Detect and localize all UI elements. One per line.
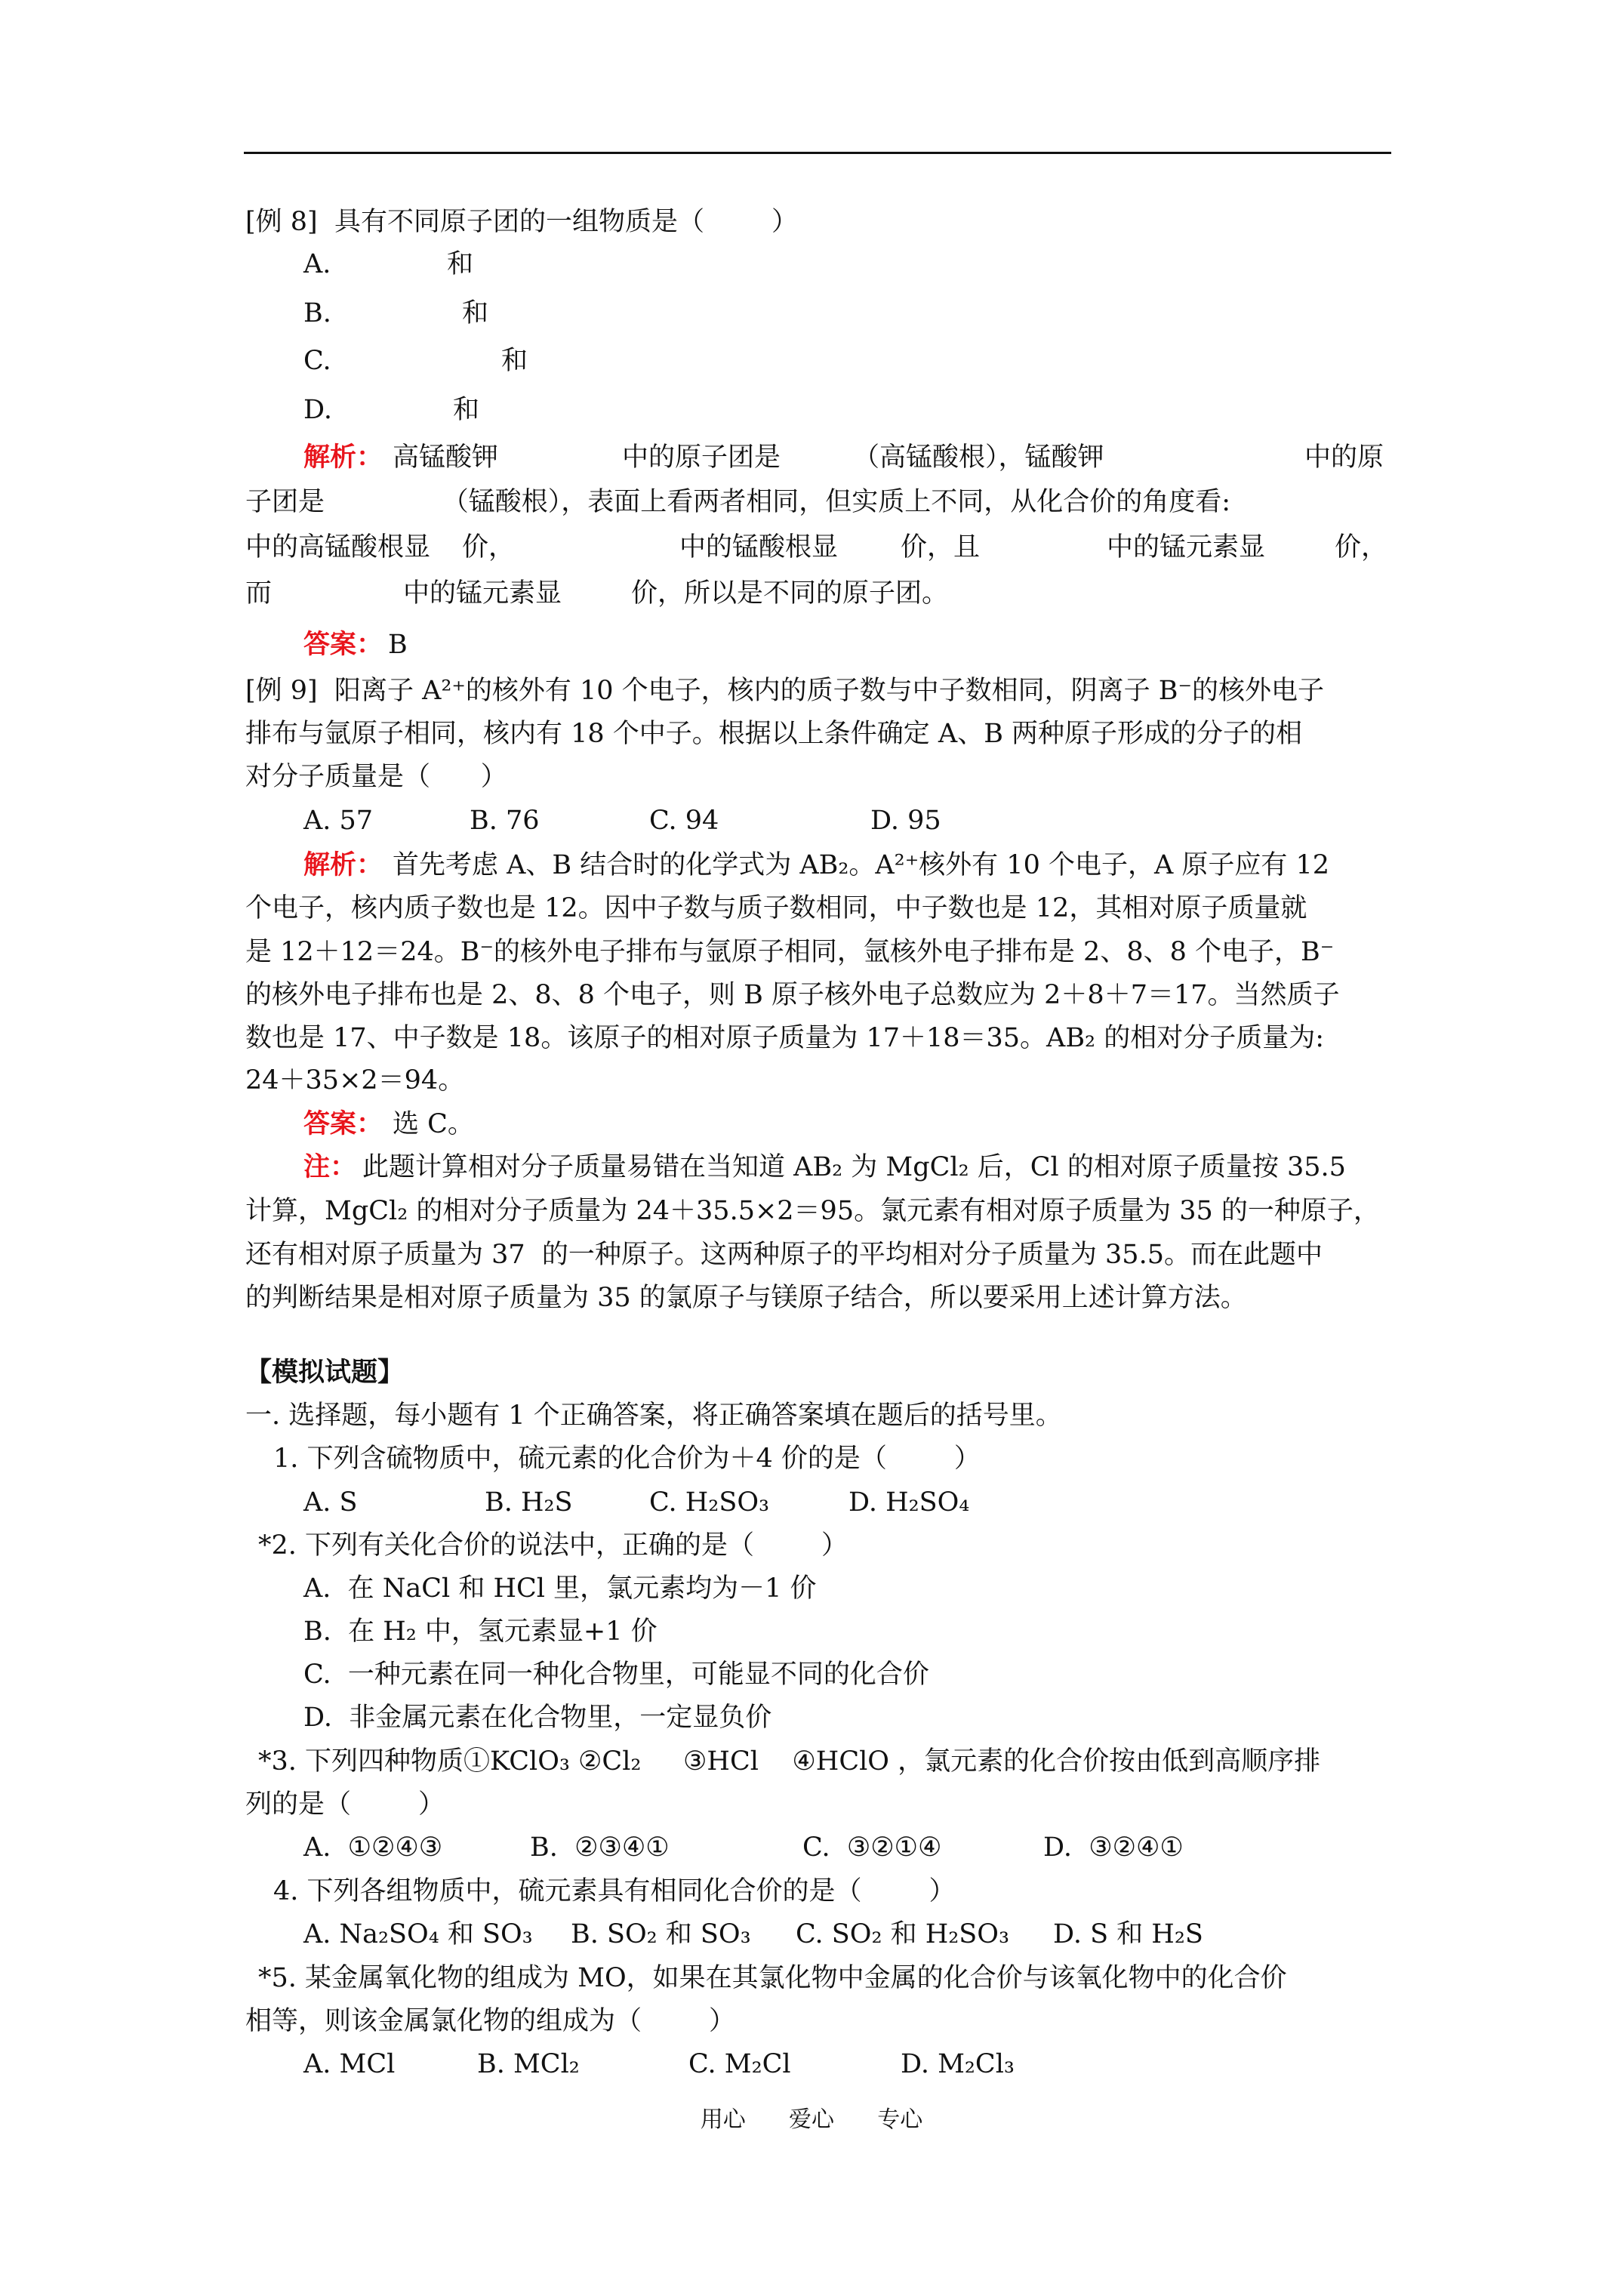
ex9-note-line: 的判断结果是相对原子质量为 35 的氯原子与镁原子结合，所以要采用上述计算方法。 <box>245 1283 1247 1313</box>
q5-option: D. M₂Cl₃ <box>901 2049 1015 2079</box>
ex8-option-d-word: 和 <box>453 395 480 425</box>
q2-stem: *2. 下列有关化合价的说法中，正确的是（ ） <box>258 1530 848 1561</box>
ex9-note-line: 计算，MgCl₂ 的相对分子质量为 24＋35.5×2＝95。氯元素有相对原子质量为 35 的一种原子， <box>245 1196 1380 1226</box>
q1-option: D. H₂SO₄ <box>848 1487 970 1518</box>
q3-stem-line: 列的是（ ） <box>245 1789 445 1820</box>
q4-option: D. S 和 H₂S <box>1053 1919 1203 1949</box>
ex8-option-c-word: 和 <box>501 346 528 376</box>
ex9-option: B. 76 <box>470 806 540 836</box>
ex8-analysis-text: 子团是 （锰酸根），表面上看两者相同，但实质上不同，从化合价的角度看: <box>245 487 1231 517</box>
ex8-analysis-text: 中的高锰酸根显 <box>245 532 431 562</box>
q1-option: B. H₂S <box>485 1487 573 1518</box>
section-intro: 一. 选择题，每小题有 1 个正确答案，将正确答案填在题后的括号里。 <box>245 1401 1062 1431</box>
header-rule <box>244 152 1391 154</box>
ex9-note-label: 注： <box>303 1151 357 1182</box>
q2-option: B. 在 H₂ 中，氢元素显+1 价 <box>303 1616 658 1647</box>
ex8-answer-label: 答案： <box>303 629 383 660</box>
q5-stem-line: 相等，则该金属氯化物的组成为（ ） <box>245 2006 736 2036</box>
q4-option: A. Na₂SO₄ 和 SO₃ <box>303 1919 533 1949</box>
q2-option: A. 在 NaCl 和 HCl 里，氯元素均为－1 价 <box>303 1573 817 1604</box>
ex9-question-line: 对分子质量是（ ） <box>245 762 507 792</box>
ex8-analysis-text: 高锰酸钾 <box>393 442 499 473</box>
q3-option: D. ③②④① <box>1043 1832 1184 1863</box>
ex8-analysis-text: （高锰酸根），锰酸钾 <box>853 442 1104 473</box>
ex9-analysis-line: 是 12＋12＝24。B⁻的核外电子排布与氩原子相同，氩核外电子排布是 2、8、8 个电子，B⁻ <box>245 937 1335 967</box>
ex9-note-line: 还有相对原子质量为 37 的一种原子。这两种原子的平均相对分子质量为 35.5。而在此题中 <box>245 1240 1323 1270</box>
ex8-analysis-text: 中的锰元素显 <box>1107 532 1266 562</box>
ex9-note-line: 此题计算相对分子质量易错在当知道 AB₂ 为 MgCl₂ 后，Cl 的相对原子质量按 35.5 <box>362 1152 1346 1182</box>
ex8-option-c-letter: C. <box>303 346 331 376</box>
ex8-analysis-text: 中的原 <box>1304 442 1384 473</box>
ex9-analysis-line: 24＋35×2＝94。 <box>245 1065 465 1096</box>
q3-stem-line: *3. 下列四种物质①KClO₃ ②Cl₂ ③HCl ④HClO ，氯元素的化合价按由低到高顺序排 <box>258 1746 1321 1777</box>
ex8-analysis-label: 解析： <box>303 442 383 473</box>
ex9-answer-label: 答案： <box>303 1108 383 1139</box>
q3-option: B. ②③④① <box>530 1832 670 1863</box>
q2-option: D. 非金属元素在化合物里，一定显负价 <box>303 1703 772 1733</box>
ex9-option: D. 95 <box>870 806 941 836</box>
ex8-option-b-letter: B. <box>303 298 331 328</box>
ex8-analysis-text: 价，且 <box>901 532 981 562</box>
ex8-analysis-text: 中的锰酸根显 <box>679 532 839 562</box>
ex9-analysis-label: 解析： <box>303 849 383 880</box>
ex8-analysis-text: 中的原子团是 <box>622 442 781 473</box>
q3-option: A. ①②④③ <box>303 1832 443 1863</box>
q1-option: C. H₂SO₃ <box>649 1487 770 1518</box>
ex8-question: [例 8] 具有不同原子团的一组物质是（ ） <box>245 207 798 237</box>
ex9-question-line: 排布与氩原子相同，核内有 18 个中子。根据以上条件确定 A、B 两种原子形成的分子的相 <box>245 719 1303 749</box>
q2-option: C. 一种元素在同一种化合物里，可能显不同的化合价 <box>303 1660 929 1690</box>
ex9-analysis-line: 个电子，核内质子数也是 12。因中子数与质子数相同，中子数也是 12，其相对原子质量就 <box>245 893 1307 923</box>
ex8-analysis-text: 而 <box>245 578 273 609</box>
ex8-option-d-letter: D. <box>303 395 332 425</box>
ex8-answer: B <box>388 630 408 660</box>
ex9-option: A. 57 <box>303 806 374 836</box>
q4-option: B. SO₂ 和 SO₃ <box>571 1919 751 1949</box>
ex8-analysis-text: 中的锰元素显 <box>403 578 562 609</box>
section-heading: 【模拟试题】 <box>245 1357 405 1388</box>
ex8-analysis-text: 价， <box>1335 532 1388 562</box>
q4-stem: 4. 下列各组物质中，硫元素具有相同化合价的是（ ） <box>273 1876 956 1906</box>
q5-option: C. M₂Cl <box>688 2049 791 2079</box>
ex9-question-line: [例 9] 阳离子 A²⁺的核外有 10 个电子，核内的质子数与中子数相同，阴离子 B⁻的核外电子 <box>245 676 1324 706</box>
ex9-analysis-line: 首先考虑 A、B 结合时的化学式为 AB₂。A²⁺核外有 10 个电子，A 原子应有 12 <box>393 850 1330 880</box>
ex9-analysis-line: 数也是 17、中子数是 18。该原子的相对原子质量为 17＋18＝35。AB₂ 的相对分子质量为: <box>245 1023 1325 1053</box>
ex8-option-b-word: 和 <box>462 298 489 328</box>
ex8-option-a-letter: A. <box>303 249 331 279</box>
q1-stem: 1. 下列含硫物质中，硫元素的化合价为＋4 价的是（ ） <box>273 1444 981 1474</box>
ex9-option: C. 94 <box>649 806 719 836</box>
q1-option: A. S <box>303 1487 358 1518</box>
q5-option: B. MCl₂ <box>477 2049 580 2079</box>
ex8-analysis-text: 价， <box>462 532 516 562</box>
q5-option: A. MCl <box>303 2049 396 2079</box>
q5-stem-line: *5. 某金属氧化物的组成为 MO，如果在其氯化物中金属的化合价与该氧化物中的化合价 <box>258 1963 1287 1993</box>
q4-option: C. SO₂ 和 H₂SO₃ <box>796 1919 1009 1949</box>
q3-option: C. ③②①④ <box>802 1832 942 1863</box>
ex9-analysis-line: 的核外电子排布也是 2、8、8 个电子，则 B 原子核外电子总数应为 2＋8＋7＝17。当然质子 <box>245 980 1340 1010</box>
page-footer: 用心 爱心 专心 <box>700 2106 923 2133</box>
ex8-analysis-text: 价，所以是不同的原子团。 <box>631 578 949 609</box>
ex9-answer: 选 C。 <box>393 1109 474 1139</box>
ex8-option-a-word: 和 <box>447 249 474 279</box>
